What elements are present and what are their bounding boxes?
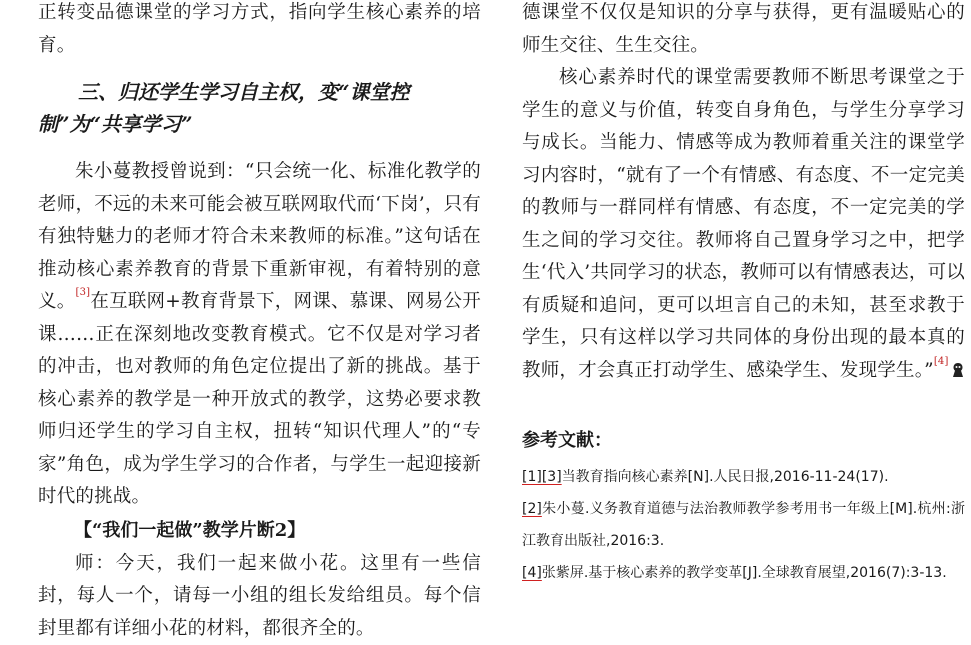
- references-title: 参考文献：: [522, 427, 965, 455]
- right-paragraph-2-text: 核心素养时代的课堂需要教师不断思考课堂之于学生的意义与价值，转变自身角色，与学生分享学习与成长。当能力、情感等成为教师着重关注的课堂学习内容时，“就有了一个有情感、有态度、不一定完美的教师与一群同样有情感、有态度，不一定完美的学生之间的学习交往。教师将自己置身学习之中，把学生‘代入’共同学习的状态，教师可以有情感表达，可以有质疑和追问，更可以坦言自己的未知，甚至求教于学生，只有这样以学习共同体的身份出现的最本真的教师，才会真正打动学生、感染学生、发现学生。”: [522, 67, 965, 381]
- reference-text: 朱小蔓.义务教育道德与法治教师教学参考用书一年级上[M].杭州:浙江教育出版社,2016:3.: [522, 501, 965, 549]
- left-paragraph-3: 师：今天，我们一起来做小花。这里有一些信封，每人一个，请每一小组的组长发给组员。每个信封里都有详细小花的材料，都很齐全的。: [38, 548, 481, 645]
- citation-3[interactable]: [3]: [76, 287, 91, 298]
- reference-item: [522, 557, 965, 589]
- right-column: [522, 0, 965, 589]
- segment-heading: 【“我们一起做”教学片断2】: [38, 515, 481, 547]
- reference-item: [522, 461, 965, 493]
- reference-text: 张紫屏.基于核心素养的教学变革[J].全球教育展望,2016(7):3-13.: [542, 565, 947, 581]
- left-paragraph-2-text-b: 在互联网+教育背景下，网课、慕课、网易公开课……正在深刻地改变教育模式。它不仅是对学习者的冲击，也对教师的角色定位提出了新的挑战。基于核心素养的教学是一种开放式的教学，这势必要求教师归还学生的学习自主权，扭转“知识代理人”的“专家”角色，成为学生学习的合作者，与学生一起迎接新时代的挑战。: [38, 291, 481, 507]
- left-column: [38, 0, 481, 645]
- left-paragraph-2-text-a: 朱小蔓教授曾说到：“只会统一化、标准化教学的老师，不远的未来可能会被互联网取代而‘下岗’，只有有独特魅力的老师才符合未来教师的标准。”这句话在推动核心素养教育的背景下重新审视，有着特别的意义。: [38, 161, 481, 312]
- right-paragraph-1: 德课堂不仅仅是知识的分享与获得，更有温暖贴心的师生交往、生生交往。: [522, 0, 965, 62]
- reference-number[interactable]: [4]: [522, 565, 542, 581]
- section-heading: 三、归还学生学习自主权，变“课堂控制”为“共享学习”: [38, 76, 481, 140]
- reference-item: [522, 493, 965, 557]
- reference-number[interactable]: [1][3]: [522, 469, 562, 485]
- citation-4[interactable]: [4]: [934, 356, 949, 367]
- left-paragraph-2: [38, 156, 481, 514]
- left-paragraph-1: 正转变品德课堂的学习方式，指向学生核心素养的培育。: [38, 0, 481, 62]
- references-list: [522, 461, 965, 589]
- right-paragraph-2: [522, 62, 965, 387]
- reference-text: 当教育指向核心素养[N].人民日报,2016-11-24(17).: [562, 469, 889, 485]
- end-mark-icon: [951, 362, 965, 378]
- reference-number[interactable]: [2]: [522, 501, 542, 517]
